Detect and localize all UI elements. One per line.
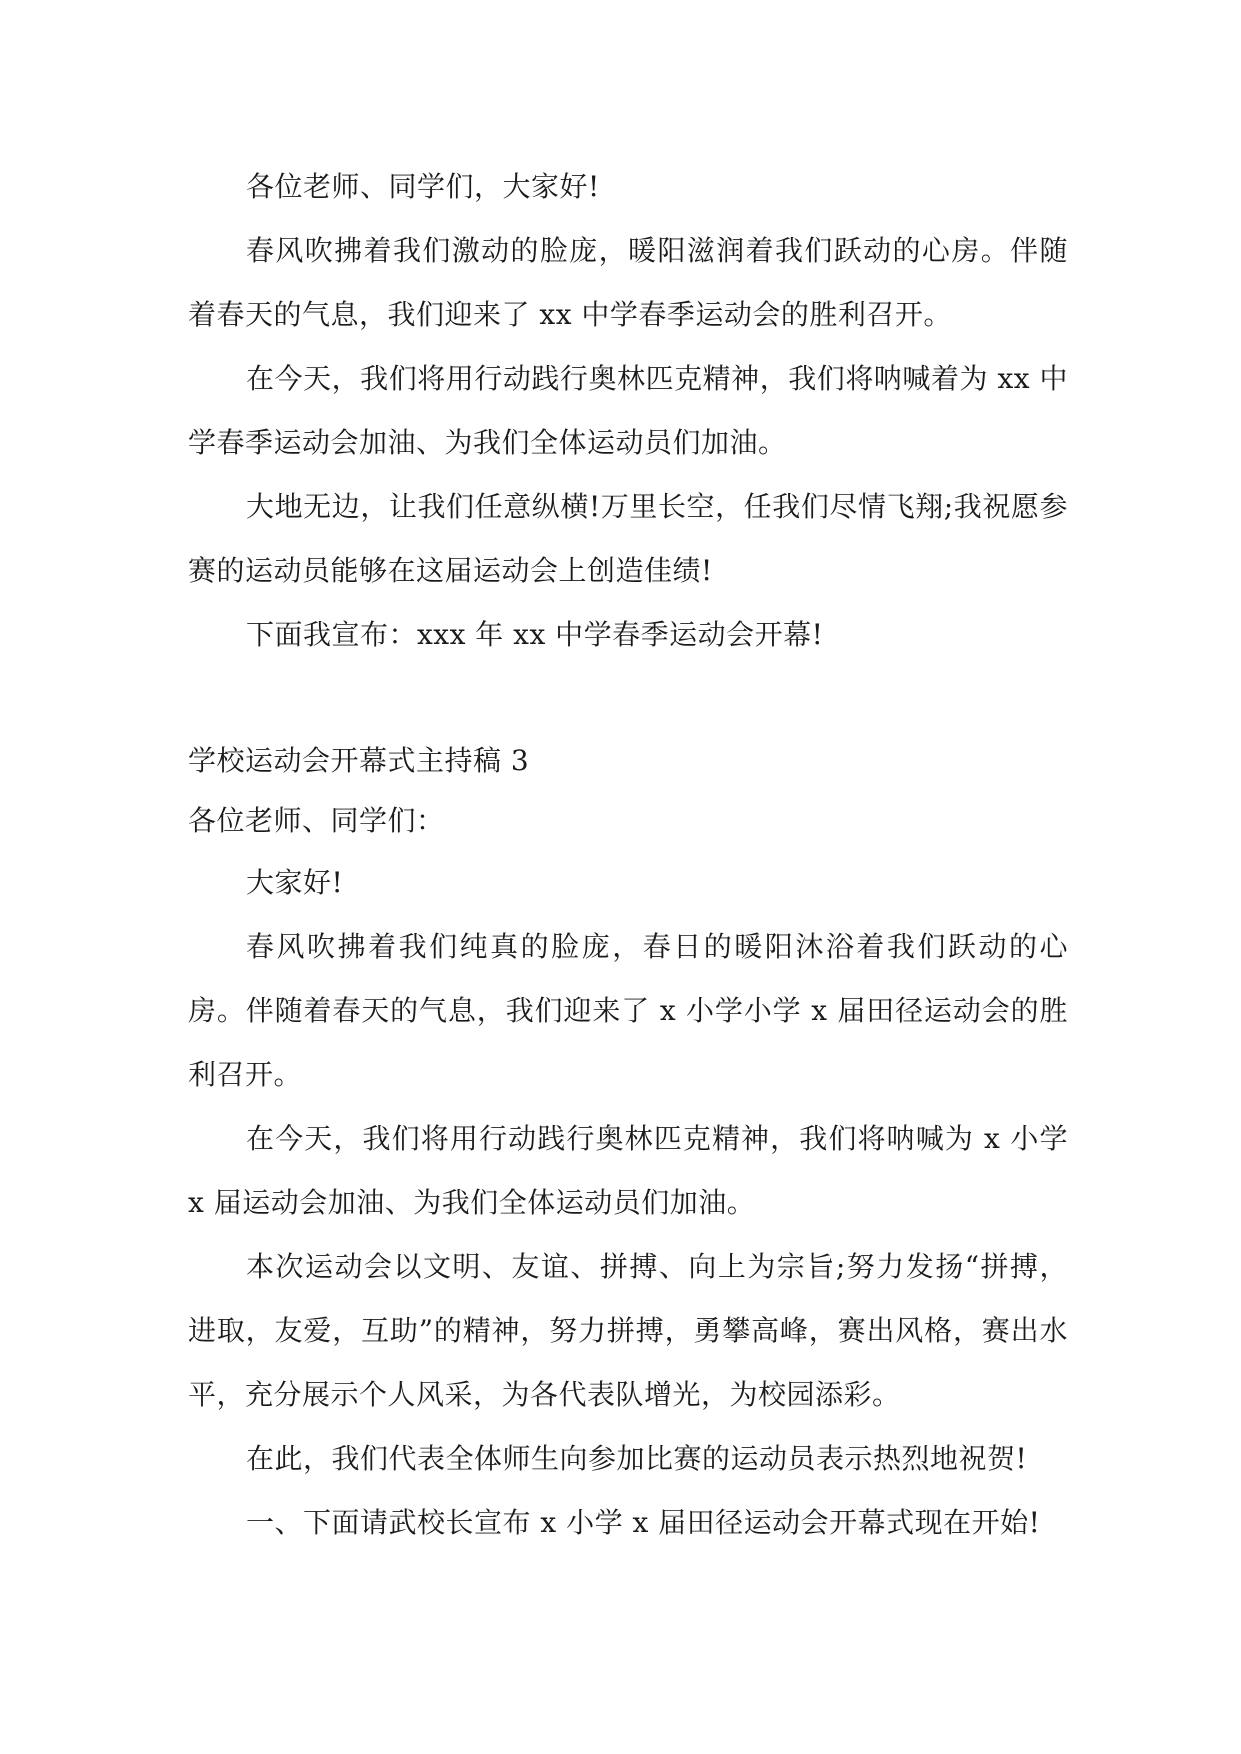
section-gap [188, 667, 1068, 731]
greeting-paragraph: 各位老师、同学们，大家好! [246, 170, 600, 203]
body-paragraph: 本次运动会以文明、友谊、拼搏、向上为宗旨;努力发扬“拼搏，进取，友爱，互助”的精神，努力拼搏，勇攀高峰，赛出风格，赛出水平，充分展示个人风采，为各代表队增光，为校园添彩。 [188, 1250, 1068, 1411]
body-paragraph: 一、下面请武校长宣布 x 小学 x 届田径运动会开幕式现在开始! [246, 1506, 1041, 1539]
announcement-paragraph: 下面我宣布：xxx 年 xx 中学春季运动会开幕! [246, 618, 824, 651]
body-paragraph: 在今天，我们将用行动践行奥林匹克精神，我们将呐喊为 x 小学 x 届运动会加油、为我们全体运动员们加油。 [188, 1122, 1068, 1219]
section-title: 学校运动会开幕式主持稿 3 [188, 744, 530, 777]
body-paragraph: 春风吹拂着我们纯真的脸庞，春日的暖阳沐浴着我们跃动的心房。伴随着春天的气息，我们迎来了 x 小学小学 x 届田径运动会的胜利召开。 [188, 930, 1068, 1091]
document-page [188, 155, 1068, 1555]
body-paragraph: 大地无边，让我们任意纵横!万里长空，任我们尽情飞翔;我祝愿参赛的运动员能够在这届运动会上创造佳绩! [188, 490, 1068, 587]
body-paragraph: 春风吹拂着我们激动的脸庞，暖阳滋润着我们跃动的心房。伴随着春天的气息，我们迎来了 xx 中学春季运动会的胜利召开。 [188, 234, 1068, 331]
body-paragraph: 在今天，我们将用行动践行奥林匹克精神，我们将呐喊着为 xx 中学春季运动会加油、为我们全体运动员们加油。 [188, 362, 1068, 459]
body-paragraph: 在此，我们代表全体师生向参加比赛的运动员表示热烈地祝贺! [246, 1442, 1028, 1475]
salutation: 各位老师、同学们： [188, 804, 445, 837]
greeting-paragraph: 大家好! [246, 866, 344, 899]
